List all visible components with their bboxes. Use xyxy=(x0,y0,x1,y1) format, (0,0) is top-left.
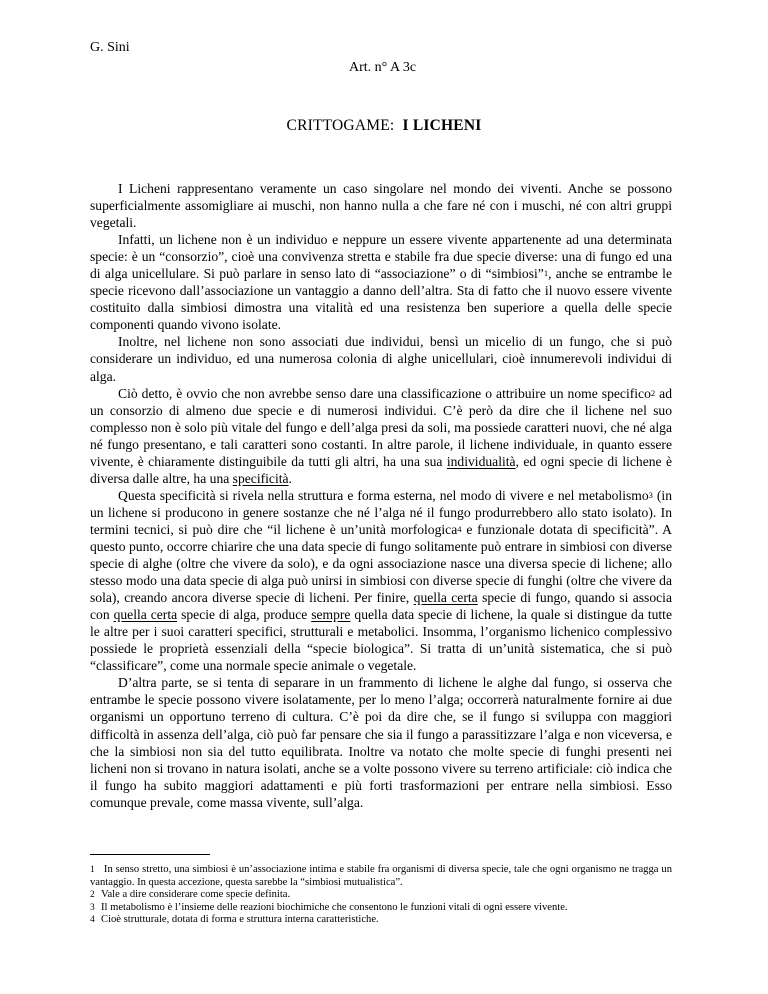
article-body xyxy=(90,180,672,811)
paragraph-2: Infatti, un lichene non è un individuo e neppure un essere vivente appartenente ad una determinata specie: è un “consorzio”, cioè una convivenza stretta e stabile fra due specie diverse: una di fungo ed una di alga unicellulare. Si può parlare in senso lato di “associazione” o di “simbiosi”$^1$, anche se entrambe le specie ricevono dall’associazione un vantaggio a danno dell’altra. Sta di fatto che il nuovo essere vivente costituito dalla simbiosi dimostra una vitalità ed una resistenza ben superiore a quella delle specie componenti quando vivono isolate. xyxy=(90,232,672,333)
paragraph-1: I Licheni rappresentano veramente un caso singolare nel mondo dei viventi. Anche se possono superficialmente assomigliare ai muschi, non hanno nulla a che fare né con i muschi, né con altri gruppi vegetali. xyxy=(90,181,672,231)
underlined-text: quella certa xyxy=(113,607,178,623)
underlined-text: specificità xyxy=(232,470,289,486)
footnote-2: 2 Vale a dire considerare come specie definita. xyxy=(90,889,291,901)
paragraph-6: D’altra parte, se si tenta di separare in un frammento di lichene le alghe dal fungo, si osserva che entrambe le specie possono vivere isolatamente, per lo meno l’alga; occorrerà naturalmente fornire ai due organismi un opportuno terreno di cultura. C’è poi da dire che, se il fungo si sviluppa con maggiori difficoltà in assenza dell’alga, ciò può far pensare che sia il fungo a parassitizzare l’alga e non viceversa, e che la simbiosi non sia del tutto equilibrata. Inoltre va notato che molte specie di funghi presenti nei licheni non si trovano in natura isolati, anche se a volte possono vivere su terreno artificiale: ciò indica che il fungo ha subito maggiori adattamenti e più forti trasformazioni per entrare nella simbiosi. Esso comunque prevale, come massa vivente, sull’alga. xyxy=(90,675,672,810)
paragraph-4: Ciò detto, è ovvio che non avrebbe senso dare una classificazione o attribuire un nome specifico$^2$ ad un consorzio di almeno due specie e di numerosi individui. C’è però da dire che il lichene nel suo complesso non è solo più vitale del fungo e dell’alga presi da soli, ma possiede caratteri nuovi, che né alga né fungo presentano, e tali caratteri sono costanti. In altre parole, il lichene individuale, in quanto essere vivente, è chiaramente distinguibile da tutti gli altri, ha una sua individualità, ed ogni specie di lichene è diversa dalle altre, ha una specificità. xyxy=(90,385,672,486)
underlined-text: quella certa xyxy=(413,590,478,606)
footnotes xyxy=(90,864,672,927)
footnote-ref-4: 4 xyxy=(457,523,462,534)
footnote-3: 3 Il metabolismo è l’insieme delle reazioni biochimiche che consentono le funzioni vitali di ogni essere vivente. xyxy=(90,901,568,913)
footnote-ref-3: 3 xyxy=(648,489,653,500)
paragraph-5: Questa specificità si rivela nella struttura e forma esterna, nel modo di vivere e nel metabolismo$^3$ (in un lichene si producono in genere sostanze che né l’alga né il fungo produrrebbero allo stato isolato). In termini tecnici, si può dire che “il lichene è un’unità morfologica$^4$ e funzionale dotata di specificità”. A questo punto, occorre chiarire che una data specie di fungo solitamente può entrare in simbiosi con diverse specie di alghe (oltre che vivere da solo), e da ogni associazione nasce una diversa specie di lichene; allo stesso modo una data specie di alga può unirsi in simbiosi con diverse specie di funghi (oltre che vivere da sola), creando ancora diverse specie di licheni. Per finire, quella certa specie di fungo, quando si associa con quella certa specie di alga, produce sempre quella data specie di lichene, la quale si distingue da tutte le altre per i suoi caratteri specifici, strutturali e metabolici. Insomma, l’organismo lichenico complessivo possiede le proprietà essenziali della “specie biologica”. Si tratta di un’unità sistematica, che si può “classificare”, come una normale specie animale o vegetale. xyxy=(90,487,673,674)
paragraph-3: Inoltre, nel lichene non sono associati due individui, bensì un micelio di un fungo, che si può considerare un individuo, ed una numerosa colonia di alghe unicellulari, cioè innumerevoli individui di alga. xyxy=(90,334,672,384)
underlined-text: sempre xyxy=(311,607,351,623)
footnote-divider xyxy=(90,854,210,855)
underlined-text: individualità xyxy=(446,453,516,469)
article-reference: Art. n° A 3c xyxy=(349,60,417,75)
footnote-1: 1 In senso stretto, una simbiosi è un’associazione intima e stabile fra organismi di diversa specie, tale che ogni organismo ne tragga un vantaggio. In questa accezione, questa sarebbe la “simbiosi mutualistica”. xyxy=(90,864,672,888)
page-title xyxy=(0,117,768,135)
footnote-4: 4 Cioè strutturale, dotata di forma e struttura interna caratteristiche. xyxy=(90,914,379,926)
footnote-ref-1: 1 xyxy=(543,268,549,279)
title-prefix: CRITTOGAME: xyxy=(286,117,395,134)
author-name: G. Sini xyxy=(90,40,130,55)
footnote-ref-2: 2 xyxy=(650,387,656,398)
title-main: I LICHENI xyxy=(402,117,482,134)
